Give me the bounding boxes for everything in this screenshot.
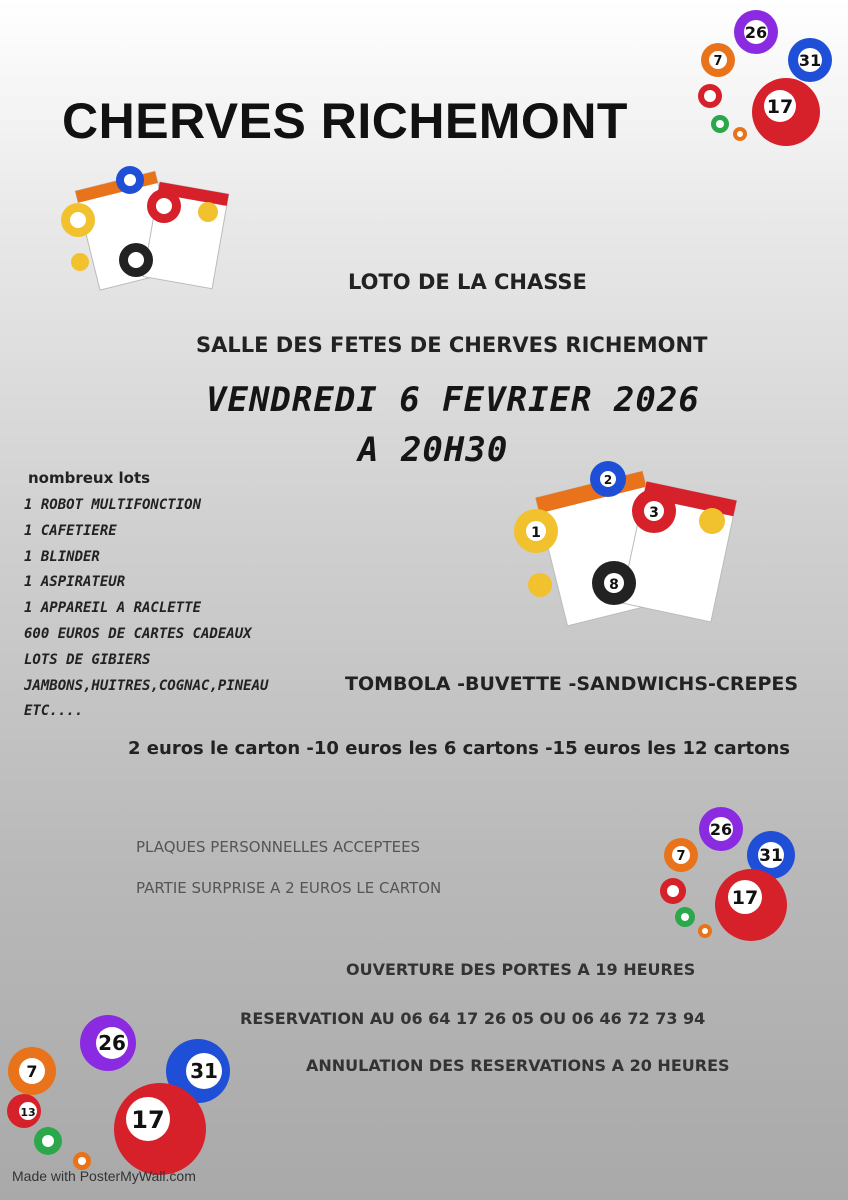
prizes-list [24, 493, 268, 725]
svg-text:1: 1 [531, 525, 541, 541]
list-item: JAMBONS,HUITRES,COGNAC,PINEAU [24, 677, 269, 694]
note-surprise-game: PARTIE SURPRISE A 2 EUROS LE CARTON [136, 879, 442, 897]
pricing-line: 2 euros le carton -10 euros les 6 cartons -15 euros les 12 cartons [128, 738, 790, 759]
bingo-cards-icon [58, 160, 228, 295]
event-date: VENDREDI 6 FEVRIER 2026 [206, 380, 700, 420]
svg-text:2: 2 [603, 473, 613, 487]
list-item: 1 ROBOT MULTIFONCTION [24, 497, 202, 513]
svg-text:31: 31 [798, 51, 822, 70]
footer-credit[interactable]: Made with PosterMyWall.com [12, 1168, 196, 1184]
note-personal-plates: PLAQUES PERSONNELLES ACCEPTEES [136, 838, 421, 856]
svg-text:13: 13 [20, 1106, 36, 1119]
svg-text:26: 26 [744, 23, 768, 42]
event-name: LOTO DE LA CHASSE [348, 270, 587, 294]
bingo-balls-icon [0, 1015, 250, 1175]
svg-text:8: 8 [609, 577, 619, 593]
bingo-balls-icon [655, 805, 805, 945]
prizes-heading: nombreux lots [28, 469, 151, 487]
svg-text:17: 17 [131, 1106, 165, 1134]
svg-text:31: 31 [190, 1059, 218, 1083]
svg-text:26: 26 [98, 1031, 126, 1055]
bingo-balls-icon [690, 8, 835, 148]
page-title: CHERVES RICHEMONT [62, 93, 628, 149]
svg-text:26: 26 [709, 820, 733, 839]
bingo-cards-icon [510, 455, 735, 630]
svg-text:7: 7 [713, 54, 723, 69]
event-venue: SALLE DES FETES DE CHERVES RICHEMONT [196, 333, 708, 357]
svg-text:7: 7 [26, 1062, 38, 1081]
list-item: 600 EUROS DE CARTES CADEAUX [24, 625, 252, 642]
reservation-line: RESERVATION AU 06 64 17 26 05 OU 06 46 72 73 94 [240, 1009, 706, 1028]
list-item: 1 BLINDER [24, 548, 100, 565]
list-item: 1 CAFETIERE [24, 522, 117, 539]
svg-text:31: 31 [759, 846, 783, 866]
svg-text:7: 7 [676, 849, 686, 864]
list-item: ETC.... [24, 703, 84, 720]
cancellation-line: ANNULATION DES RESERVATIONS A 20 HEURES [306, 1056, 730, 1075]
list-item: 1 ASPIRATEUR [24, 574, 126, 591]
svg-text:17: 17 [766, 96, 794, 118]
svg-text:3: 3 [649, 505, 659, 521]
doors-opening: OUVERTURE DES PORTES A 19 HEURES [346, 960, 696, 979]
list-item: LOTS DE GIBIERS [24, 651, 151, 668]
svg-text:17: 17 [731, 887, 759, 909]
extras-line: TOMBOLA -BUVETTE -SANDWICHS-CREPES [345, 673, 799, 695]
list-item: 1 APPAREIL A RACLETTE [24, 600, 202, 617]
event-time: A 20H30 [358, 430, 509, 470]
